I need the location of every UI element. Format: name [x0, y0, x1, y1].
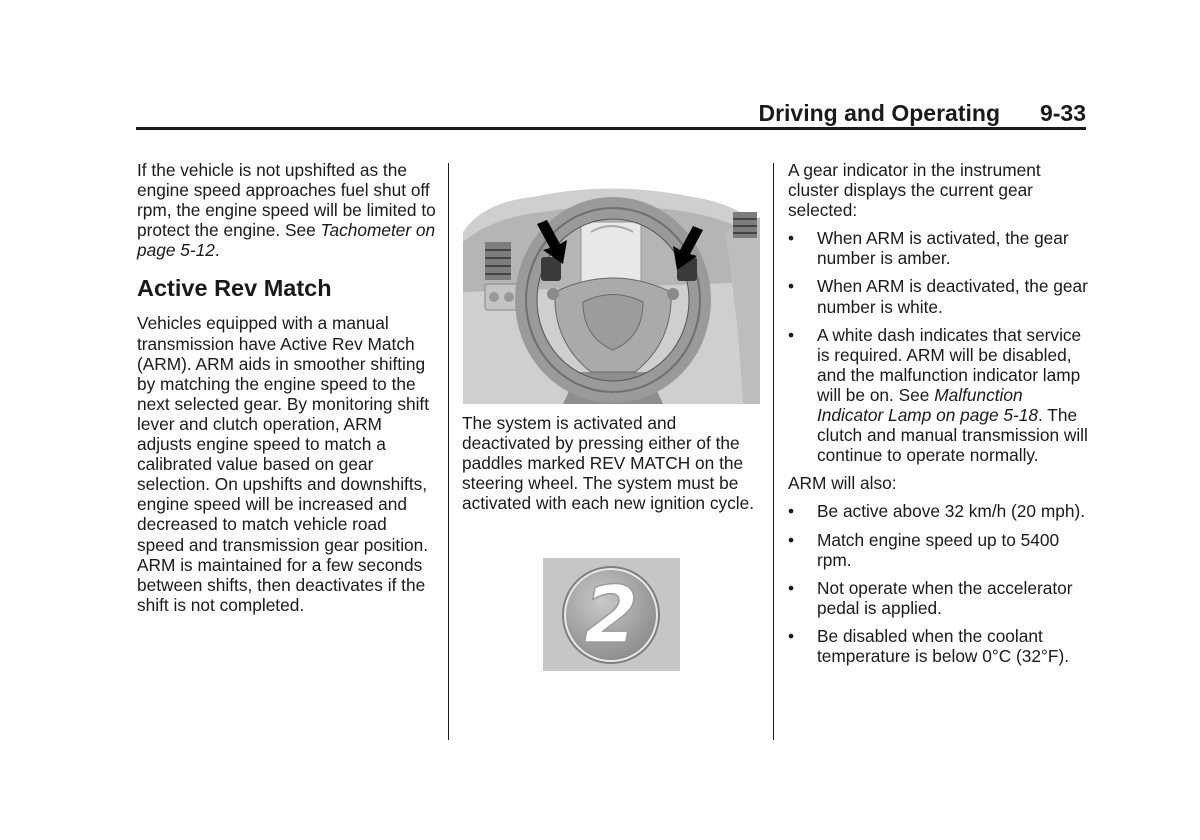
- list-item: • When ARM is activated, the gear number is amber.: [788, 228, 1069, 269]
- steering-wheel-illustration: [463, 172, 760, 404]
- paragraph-arm-also: ARM will also:: [788, 473, 897, 494]
- air-vent-left-icon: [485, 242, 511, 280]
- paragraph-upshift: If the vehicle is not upshifted as the engine speed approaches fuel shut off rpm, the engine speed will be limited to protect the engine. See Tachometer on page 5-12.: [137, 160, 436, 261]
- page-number: 9-33: [1039, 100, 1086, 126]
- section-title-header: Driving and Operating: [758, 100, 1000, 126]
- list-item: • A white dash indicates that service is required. ARM will be disabled, and the malfunction indicator lamp will be on. See Malfunction Indicator Lamp on page 5-18. The clutch and manual transmission will continue to operate normally.: [788, 324, 1088, 466]
- list-item: • Not operate when the accelerator pedal is applied.: [788, 577, 1073, 618]
- column-left: [137, 160, 437, 615]
- bullet-list-gear: [788, 228, 1088, 465]
- bullet-icon: •: [788, 625, 795, 646]
- bullet-icon: •: [788, 501, 795, 522]
- list-item: • Be disabled when the coolant temperature is below 0°C (32°F).: [788, 625, 1070, 666]
- bullet-icon: •: [788, 276, 795, 297]
- column-divider-right: [773, 163, 774, 740]
- list-item: • When ARM is deactivated, the gear number is white.: [788, 276, 1088, 317]
- section-heading: Active Rev Match: [137, 275, 332, 302]
- cross-reference-link[interactable]: Tachometer on page 5-12: [137, 220, 436, 261]
- list-item: • Be active above 32 km/h (20 mph).: [788, 501, 1085, 522]
- paragraph-gear-indicator: A gear indicator in the instrument cluster displays the current gear selected:: [788, 160, 1041, 221]
- column-divider-left: [448, 163, 449, 740]
- bullet-icon: •: [788, 228, 795, 249]
- gear-number: 2: [583, 571, 639, 661]
- gear-indicator-illustration: [543, 558, 680, 671]
- left-paddle: [541, 257, 561, 281]
- list-item: • Match engine speed up to 5400 rpm.: [788, 529, 1060, 570]
- bullet-list-arm: [788, 501, 1088, 666]
- column-right: [788, 160, 1088, 666]
- paragraph-arm-description: Vehicles equipped with a manual transmission have Active Rev Match (ARM). ARM aids in smoother shifting by matching the engine speed to the next selected gear. By monitoring shift lever and clutch operation, ARM adjusts engine speed to match a calibrated value based on gear selection. On upshifts and downshifts, engine speed will be increased and decreased to match vehicle road speed and transmission gear position. ARM is maintained for a few seconds between shifts, then deactivates if the shift is not completed.: [137, 313, 430, 615]
- column-middle: [462, 413, 762, 513]
- cross-reference-link[interactable]: Malfunction Indicator Lamp on page 5-18: [817, 384, 1038, 426]
- air-vent-right-icon: [733, 212, 757, 238]
- paragraph-activation: The system is activated and deactivated by pressing either of the paddles marked REV MATCH on the steering wheel. The system must be activated with each new ignition cycle.: [462, 413, 755, 514]
- header-rule: [136, 127, 1086, 130]
- bullet-icon: •: [788, 577, 795, 598]
- bullet-icon: •: [788, 324, 795, 345]
- bullet-icon: •: [788, 529, 795, 550]
